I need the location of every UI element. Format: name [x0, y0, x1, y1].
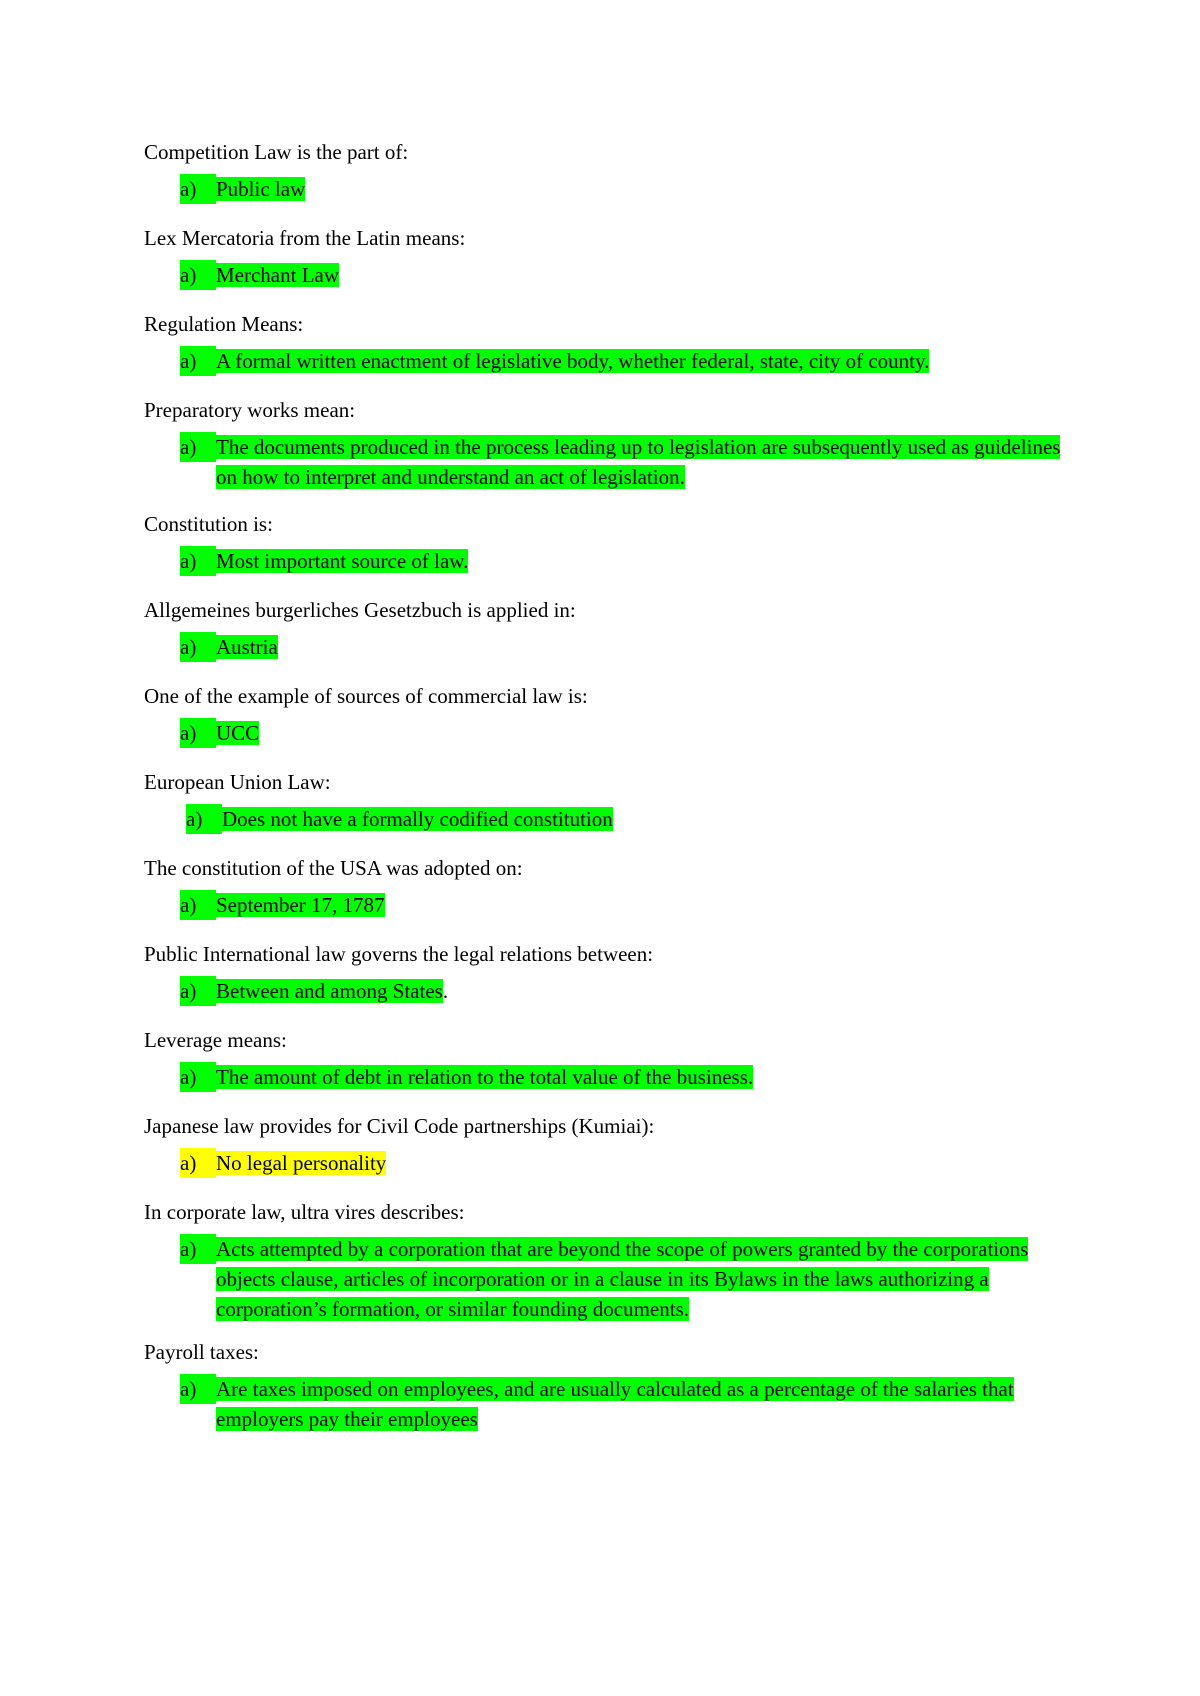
answer-text: Public law	[216, 177, 306, 201]
answer-text: The documents produced in the process leading up to legislation are subsequently used as guidelines on how to interpret and understand an act of legislation.	[216, 435, 1061, 489]
answer-text: Between and among States	[216, 979, 443, 1003]
question-text: Payroll taxes:	[144, 1340, 259, 1364]
answer-text: Austria	[216, 635, 278, 659]
question-text: Constitution is:	[144, 512, 273, 536]
answer-text: Does not have a formally codified constitution	[222, 807, 613, 831]
answer-item	[144, 260, 339, 290]
answer-item	[144, 1374, 1076, 1434]
question-text: European Union Law:	[144, 770, 331, 794]
answer-marker: a)	[180, 1148, 216, 1178]
answer-text: Acts attempted by a corporation that are beyond the scope of powers granted by the corporations objects clause, articles of incorporation or in a clause in its Bylaws in the laws authorizing a corporation’s formation, or similar founding documents.	[216, 1237, 1029, 1321]
answer-item	[144, 976, 448, 1006]
answer-item	[144, 174, 305, 204]
answer-text: No legal personality	[216, 1151, 387, 1175]
answer-marker: a)	[180, 1374, 216, 1404]
answer-marker: a)	[180, 174, 216, 204]
answer-item	[144, 718, 259, 748]
answer-marker: a)	[180, 976, 216, 1006]
question-text: Regulation Means:	[144, 312, 304, 336]
answer-item	[144, 1062, 753, 1092]
answer-marker: a)	[180, 546, 216, 576]
question-text: Preparatory works mean:	[144, 398, 356, 422]
answer-text: September 17, 1787	[216, 893, 385, 917]
answer-text: Most important source of law.	[216, 549, 469, 573]
answer-item	[150, 804, 613, 834]
answer-marker: a)	[180, 346, 216, 376]
question-text: Public International law governs the legal relations between:	[144, 942, 654, 966]
answer-marker: a)	[180, 260, 216, 290]
answer-item	[144, 432, 1076, 492]
answer-text: UCC	[216, 721, 260, 745]
answer-suffix: .	[442, 979, 449, 1003]
question-text: One of the example of sources of commercial law is:	[144, 684, 588, 708]
answer-text: Are taxes imposed on employees, and are usually calculated as a percentage of the salaries that employers pay their employees	[216, 1377, 1014, 1431]
answer-marker: a)	[180, 718, 216, 748]
answer-item	[144, 546, 468, 576]
answer-item	[144, 1234, 1076, 1324]
question-text: Japanese law provides for Civil Code partnerships (Kumiai):	[144, 1114, 655, 1138]
answer-text: Merchant Law	[216, 263, 340, 287]
answer-text: A formal written enactment of legislative body, whether federal, state, city of county.	[216, 349, 930, 373]
answer-marker: a)	[180, 432, 216, 462]
answer-item	[144, 632, 278, 662]
question-text: Leverage means:	[144, 1028, 287, 1052]
question-text: In corporate law, ultra vires describes:	[144, 1200, 465, 1224]
question-text: Competition Law is the part of:	[144, 140, 409, 164]
answer-marker: a)	[186, 804, 222, 834]
answer-marker: a)	[180, 1062, 216, 1092]
question-text: Allgemeines burgerliches Gesetzbuch is applied in:	[144, 598, 576, 622]
answer-marker: a)	[180, 1234, 216, 1264]
answer-marker: a)	[180, 890, 216, 920]
answer-item	[144, 1148, 386, 1178]
question-text: The constitution of the USA was adopted on:	[144, 856, 523, 880]
answer-item	[144, 890, 385, 920]
answer-text: The amount of debt in relation to the total value of the business.	[216, 1065, 754, 1089]
answer-marker: a)	[180, 632, 216, 662]
question-text: Lex Mercatoria from the Latin means:	[144, 226, 466, 250]
answer-item	[144, 346, 929, 376]
